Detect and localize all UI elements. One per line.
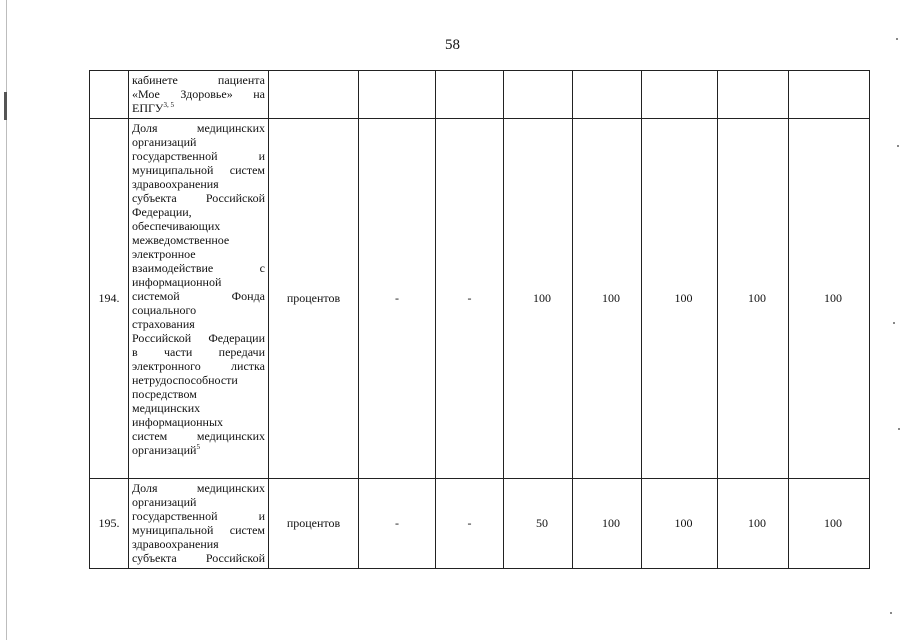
indicator-name-line [132, 205, 265, 219]
value-cell [642, 71, 718, 119]
value-cell [789, 71, 870, 119]
page-number: 58 [445, 37, 460, 53]
indicator-name-text: системой Фонда [132, 289, 265, 303]
value-cell: 100 [789, 119, 870, 479]
indicator-name-text: посредством [132, 387, 197, 401]
indicator-name-line [132, 149, 265, 163]
indicator-name-text: страхования [132, 317, 195, 331]
indicator-name-line [132, 481, 265, 495]
indicator-name-text: муниципальной систем [132, 523, 265, 537]
indicator-name-line [132, 495, 265, 509]
row-number-cell: 194. [90, 119, 129, 479]
indicator-name-text: «Мое Здоровье» на [132, 87, 265, 101]
indicator-name-line [132, 303, 265, 317]
value-cell [359, 71, 436, 119]
value-cell: 100 [573, 119, 642, 479]
indicator-name-text: государственной и [132, 509, 265, 523]
value-cell [436, 71, 504, 119]
indicator-name-line [132, 289, 265, 303]
indicator-name-text: электронное [132, 247, 196, 261]
indicator-name-line [132, 135, 265, 149]
value-cell: 100 [718, 479, 789, 569]
value-cell: 100 [573, 479, 642, 569]
indicator-name-line [132, 359, 265, 373]
table-row [90, 479, 870, 569]
row-number-cell: 195. [90, 479, 129, 569]
value-cell: 100 [789, 479, 870, 569]
indicator-name-text: организаций [132, 443, 197, 457]
value-cell [504, 71, 573, 119]
indicator-name-line [132, 121, 265, 135]
indicator-name-text: кабинете пациента [132, 73, 265, 87]
value-cell [718, 71, 789, 119]
indicator-name-line [132, 331, 265, 345]
indicator-name-line [132, 523, 265, 537]
indicator-name-text: электронного листка [132, 359, 265, 373]
indicator-name-line [132, 429, 265, 443]
indicator-name-text: муниципальной систем [132, 163, 265, 177]
scan-artifact-mark [4, 92, 7, 120]
value-cell: 100 [718, 119, 789, 479]
scan-speck [897, 145, 899, 147]
indicator-name-line [132, 387, 265, 401]
indicator-name-text: Федерации, [132, 205, 192, 219]
scan-speck [898, 428, 900, 430]
indicator-name-line [132, 219, 265, 233]
row-number-cell [90, 71, 129, 119]
indicator-name-line [132, 509, 265, 523]
indicator-name-text: социального [132, 303, 197, 317]
indicator-name-text: систем медицинских [132, 429, 265, 443]
value-cell: - [436, 119, 504, 479]
indicator-name-text: организаций [132, 135, 197, 149]
indicator-name-line [132, 261, 265, 275]
indicator-name-line [132, 551, 265, 565]
indicator-name-text: ЕПГУ [132, 101, 164, 115]
indicator-name-line [132, 345, 265, 359]
table-row [90, 119, 870, 479]
indicator-name-text: субъекта Российской [132, 191, 265, 205]
indicator-name-line [132, 101, 265, 115]
indicator-name-text: организаций [132, 495, 197, 509]
indicator-name-line [132, 275, 265, 289]
unit-cell [269, 71, 359, 119]
indicator-name-line [132, 373, 265, 387]
indicator-name-text: медицинских [132, 401, 201, 415]
indicator-name-line [132, 177, 265, 191]
indicator-table [89, 70, 870, 569]
value-cell: 50 [504, 479, 573, 569]
indicator-name-line [132, 233, 265, 247]
indicator-name-text: Доля медицинских [132, 121, 265, 135]
unit-cell: процентов [269, 119, 359, 479]
indicator-name-line [132, 163, 265, 177]
indicator-name-line [132, 401, 265, 415]
scan-speck [890, 612, 892, 614]
indicator-name-text: здравоохранения [132, 177, 219, 191]
indicator-name-line [132, 87, 265, 101]
indicator-name-text: субъекта Российской [132, 551, 265, 565]
unit-cell: процентов [269, 479, 359, 569]
indicator-name-line [132, 317, 265, 331]
value-cell: - [359, 119, 436, 479]
value-cell: 100 [642, 479, 718, 569]
indicator-name-line [132, 443, 265, 457]
table-row [90, 71, 870, 119]
value-cell: 100 [642, 119, 718, 479]
indicator-name-text: информационной [132, 275, 222, 289]
footnote-reference: 5 [196, 443, 200, 451]
indicator-name-line [132, 73, 265, 87]
footnote-reference: 3, 5 [163, 101, 174, 109]
indicator-name-text: в части передачи [132, 345, 265, 359]
indicator-name-text: взаимодействие с [132, 261, 265, 275]
value-cell: - [436, 479, 504, 569]
indicator-name-text: Доля медицинских [132, 481, 265, 495]
indicator-name-line [132, 415, 265, 429]
indicator-name-line [132, 191, 265, 205]
indicator-name-cell [129, 479, 269, 569]
indicator-name-cell [129, 119, 269, 479]
indicator-name-text: информационных [132, 415, 224, 429]
indicator-name-text: здравоохранения [132, 537, 219, 551]
indicator-name-cell [129, 71, 269, 119]
value-cell: 100 [504, 119, 573, 479]
indicator-name-text: Российской Федерации [132, 331, 265, 345]
value-cell [573, 71, 642, 119]
indicator-name-text: межведомственное [132, 233, 230, 247]
indicator-name-line [132, 247, 265, 261]
value-cell: - [359, 479, 436, 569]
indicator-name-text: обеспечивающих [132, 219, 221, 233]
indicator-name-line [132, 537, 265, 551]
indicator-name-text: государственной и [132, 149, 265, 163]
scan-speck [893, 322, 895, 324]
indicator-name-text: нетрудоспособности [132, 373, 238, 387]
